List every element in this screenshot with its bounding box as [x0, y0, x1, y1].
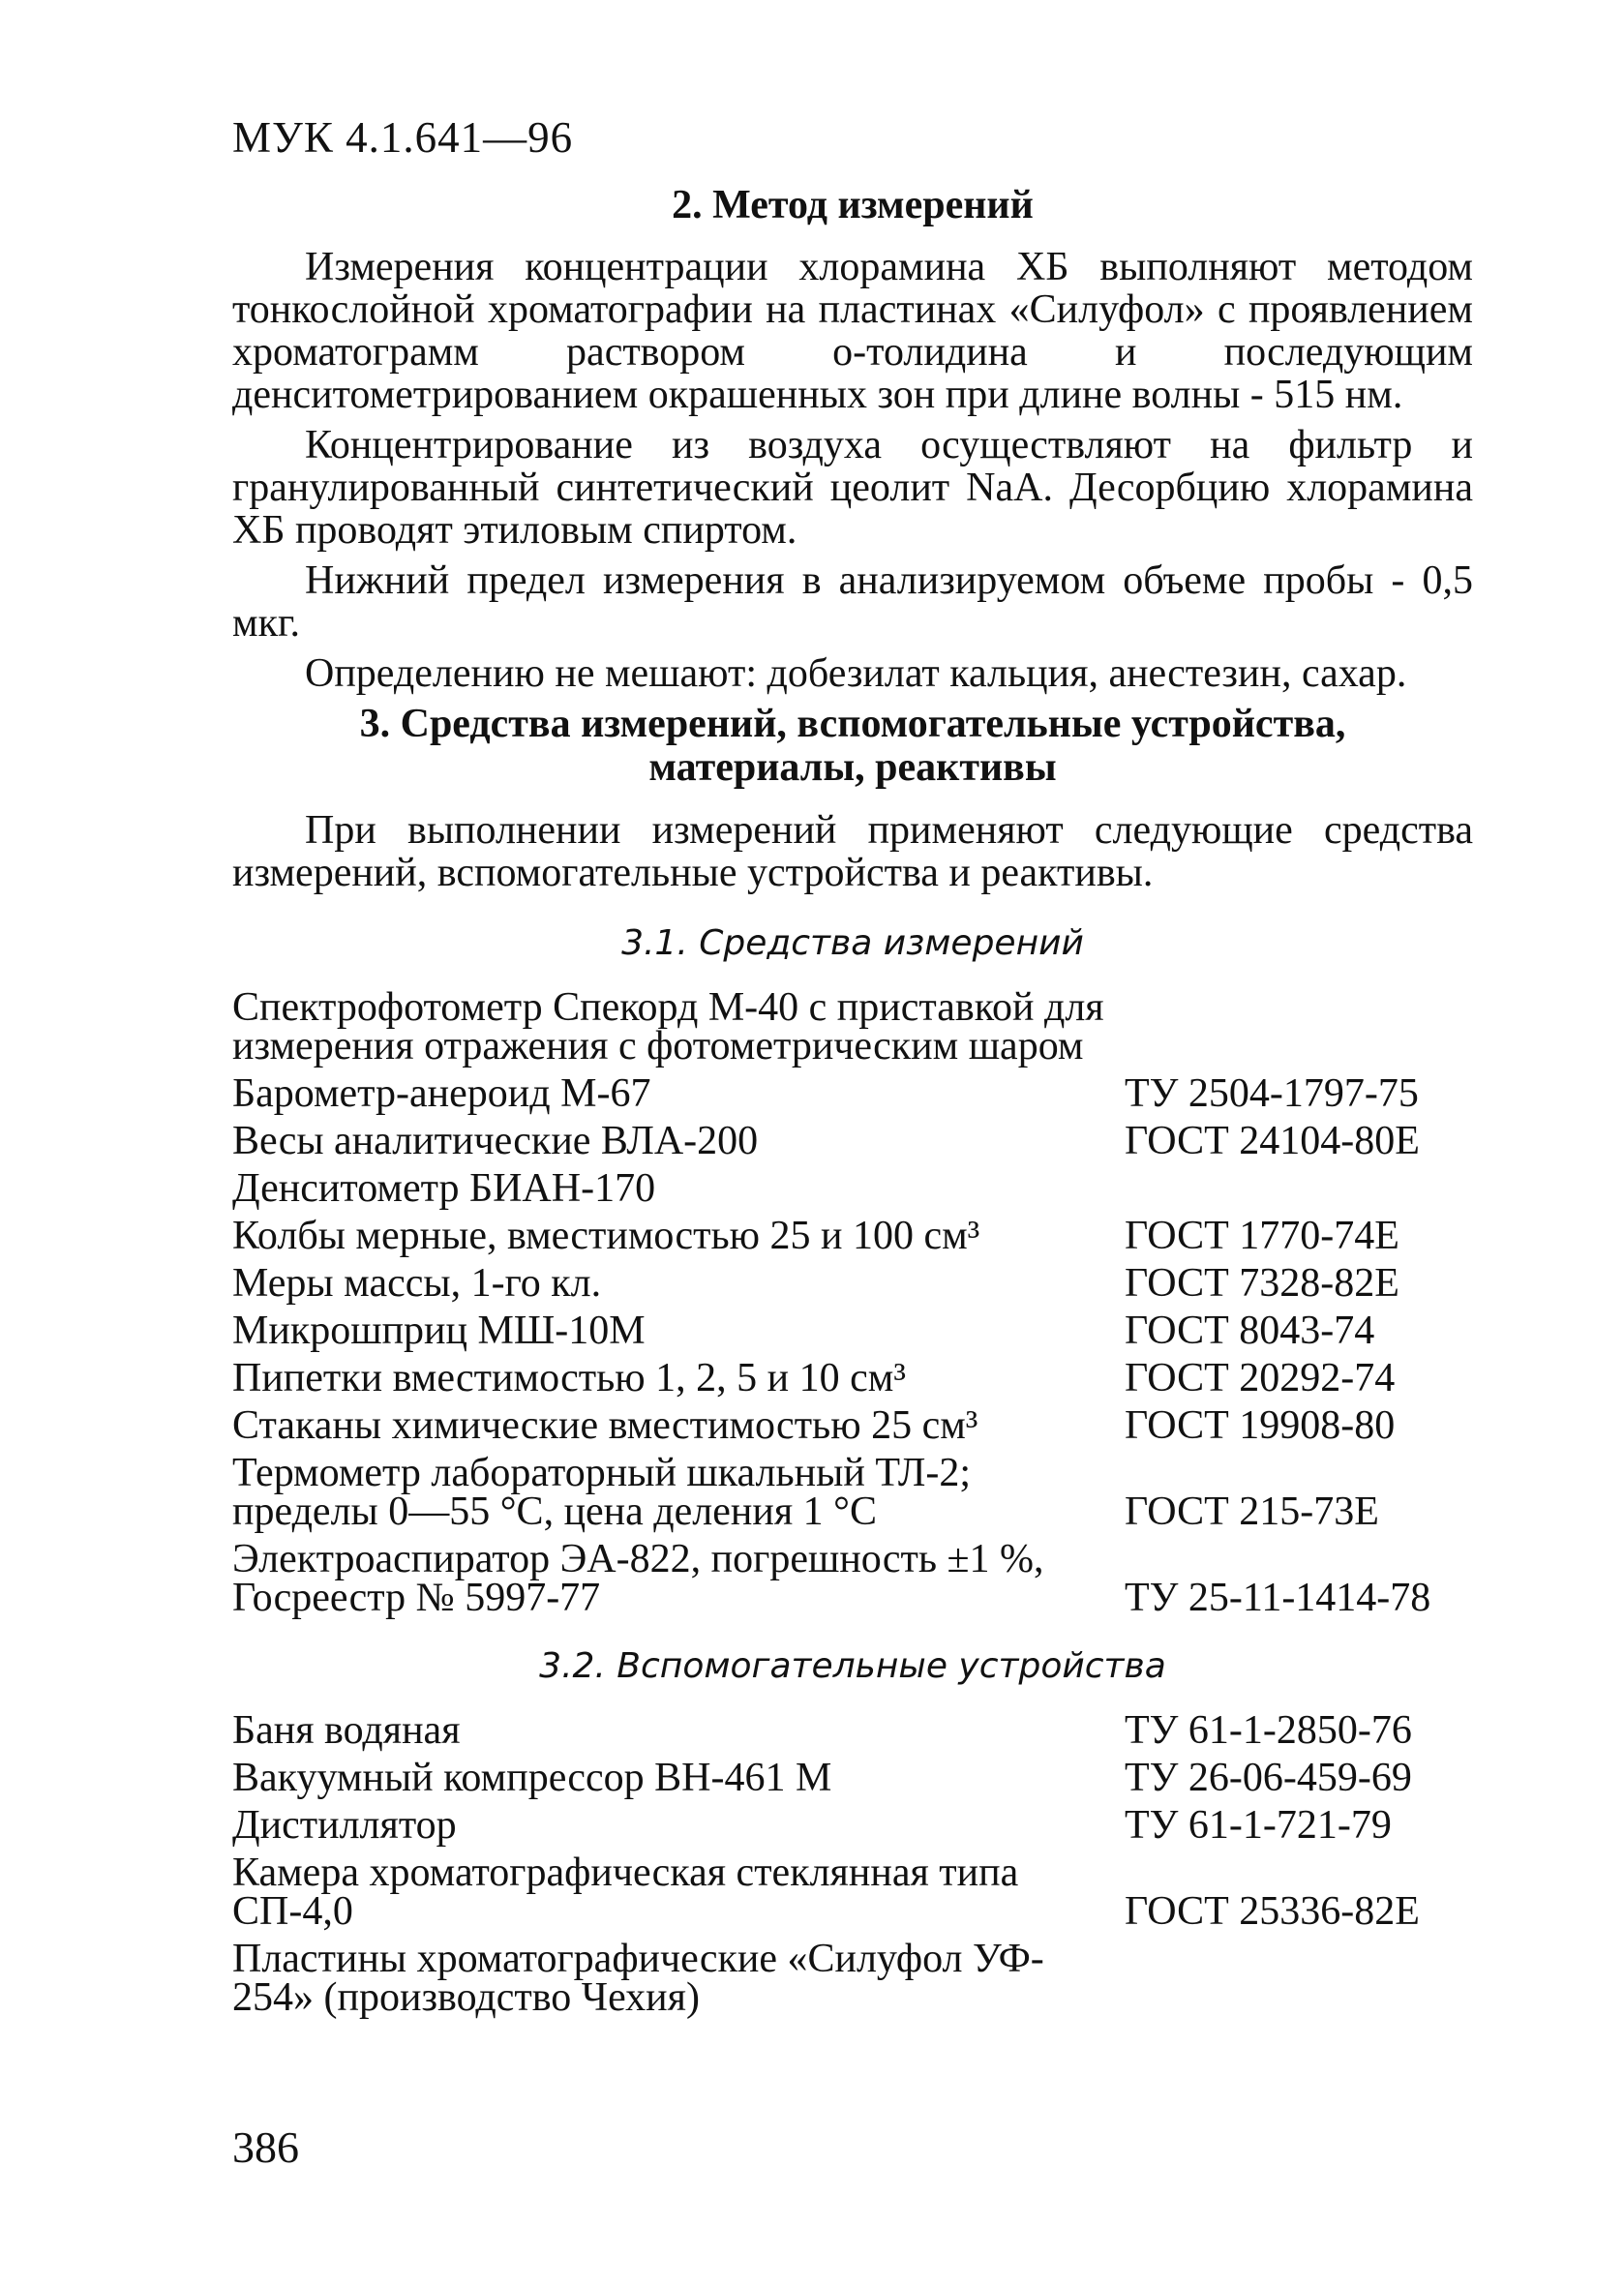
item-name: [232, 1356, 1125, 1401]
section-3-title: [232, 703, 1473, 790]
item-name-line: Денситометр БИАН-170: [232, 1166, 656, 1212]
section-3-title-line: 3. Средства измерений, вспомогательные устройства,: [359, 702, 1346, 747]
item-name: [232, 1851, 1125, 1935]
item-standard: ТУ 61-1-2850-76: [1125, 1708, 1412, 1754]
item-standard: ГОСТ 7328-82Е: [1125, 1261, 1399, 1307]
item-name: [232, 1166, 1125, 1212]
item-name-line: Колбы мерные, вместимостью 25 и 100 см³: [232, 1214, 980, 1259]
section-3-title-line: материалы, реактивы: [648, 745, 1057, 791]
item-name: [232, 1803, 1125, 1849]
item-name-line: СП-4,0: [232, 1889, 353, 1935]
item-name-line: Термометр лабораторный шкальный ТЛ-2;: [232, 1451, 972, 1496]
item-name-line: Госреестр № 5997-77: [232, 1576, 601, 1621]
section-2-paragraph: Определению не мешают: добезилат кальция, анестезин, сахар.: [305, 651, 1407, 697]
list-item: [232, 1451, 1473, 1535]
list-item: [232, 1851, 1473, 1935]
item-name-line: Пипетки вместимостью 1, 2, 5 и 10 см³: [232, 1356, 906, 1401]
list-item: [232, 1937, 1473, 2021]
item-standard: ГОСТ 215-73Е: [1125, 1490, 1379, 1535]
item-name: [232, 1403, 1125, 1449]
list-item: [232, 1166, 1473, 1212]
item-standard: ГОСТ 19908-80: [1125, 1403, 1396, 1449]
item-standard: ТУ 2504-1797-75: [1125, 1071, 1419, 1117]
section-2-paragraph: Концентрирование из воздуха осуществляют на фильтр и гранулированный синтетический цеолит NaA. Десорбцию хлорамина ХБ проводят этиловым спиртом.: [232, 423, 1473, 554]
item-standard: ГОСТ 8043-74: [1125, 1309, 1375, 1354]
item-name-line: измерения отражения с фотометрическим шаром: [232, 1024, 1084, 1069]
item-standard: ТУ 61-1-721-79: [1125, 1803, 1392, 1849]
list-item: [232, 1756, 1473, 1801]
item-standard: ТУ 25-11-1414-78: [1125, 1576, 1431, 1621]
document-header: МУК 4.1.641—96: [232, 113, 574, 162]
item-name-line: Пластины хроматографические «Силуфол УФ-: [232, 1937, 1044, 1982]
section-3-intro: При выполнении измерений применяют следующие средства измерений, вспомогательные устройства и реактивы.: [232, 808, 1473, 896]
item-name: [232, 1309, 1125, 1354]
item-name: [232, 1708, 1125, 1754]
section-2-paragraph: Нижний предел измерения в анализируемом объеме пробы - 0,5 мкг.: [232, 558, 1473, 647]
page-content: [232, 114, 1473, 2026]
item-name-line: Весы аналитические ВЛА-200: [232, 1119, 759, 1164]
item-name-line: Меры массы, 1-го кл.: [232, 1261, 602, 1307]
item-name-line: Дистиллятор: [232, 1803, 457, 1849]
item-name-line: Барометр-анероид М-67: [232, 1071, 651, 1117]
item-standard: ГОСТ 24104-80Е: [1125, 1119, 1420, 1164]
item-name-line: 254» (производство Чехия): [232, 1975, 700, 2021]
item-name: [232, 1214, 1125, 1259]
item-standard: ТУ 26-06-459-69: [1125, 1756, 1412, 1801]
item-standard: ГОСТ 20292-74: [1125, 1356, 1396, 1401]
item-name-line: Баня водяная: [232, 1708, 461, 1754]
measuring-instruments-list: [232, 985, 1473, 1621]
section-2-paragraph: Измерения концентрации хлорамина ХБ выполняют методом тонкослойной хроматографии на пластинах «Силуфол» с проявлением хроматограмм раствором о-толидина и последующим денситометрированием окрашенных зон при длине волны - 515 нм.: [232, 245, 1473, 418]
item-name: [232, 1261, 1125, 1307]
list-item: [232, 1803, 1473, 1849]
item-name: [232, 1071, 1125, 1117]
section-2-title: 2. Метод измерений: [672, 182, 1034, 227]
list-item: [232, 1708, 1473, 1754]
list-item: [232, 985, 1473, 1069]
subsection-3-2-title: 3.2. Вспомогательные устройства: [539, 1646, 1166, 1687]
list-item: [232, 1537, 1473, 1621]
item-name: [232, 985, 1125, 1069]
item-name-line: Вакуумный компрессор ВН-461 М: [232, 1756, 832, 1801]
item-name-line: Электроаспиратор ЭА-822, погрешность ±1 %,: [232, 1537, 1044, 1582]
item-standard: ГОСТ 25336-82Е: [1125, 1889, 1420, 1935]
item-name-line: пределы 0—55 °С, цена деления 1 °С: [232, 1490, 877, 1535]
list-item: [232, 1071, 1473, 1117]
subsection-3-1-title: 3.1. Средства измерений: [621, 923, 1084, 964]
list-item: [232, 1261, 1473, 1307]
item-name: [232, 1119, 1125, 1164]
list-item: [232, 1356, 1473, 1401]
list-item: [232, 1119, 1473, 1164]
list-item: [232, 1214, 1473, 1259]
item-name-line: Микрошприц МШ-10М: [232, 1309, 646, 1354]
page-number: 386: [232, 2122, 299, 2172]
item-name: [232, 1537, 1125, 1621]
item-name-line: Стаканы химические вместимостью 25 см³: [232, 1403, 978, 1449]
list-item: [232, 1403, 1473, 1449]
auxiliary-devices-list: [232, 1708, 1473, 2021]
item-name-line: Спектрофотометр Спекорд М-40 с приставкой для: [232, 985, 1104, 1031]
item-name-line: Камера хроматографическая стеклянная типа: [232, 1851, 1019, 1896]
item-name: [232, 1937, 1125, 2021]
item-name: [232, 1756, 1125, 1801]
item-standard: ГОСТ 1770-74Е: [1125, 1214, 1399, 1259]
item-name: [232, 1451, 1125, 1535]
list-item: [232, 1309, 1473, 1354]
